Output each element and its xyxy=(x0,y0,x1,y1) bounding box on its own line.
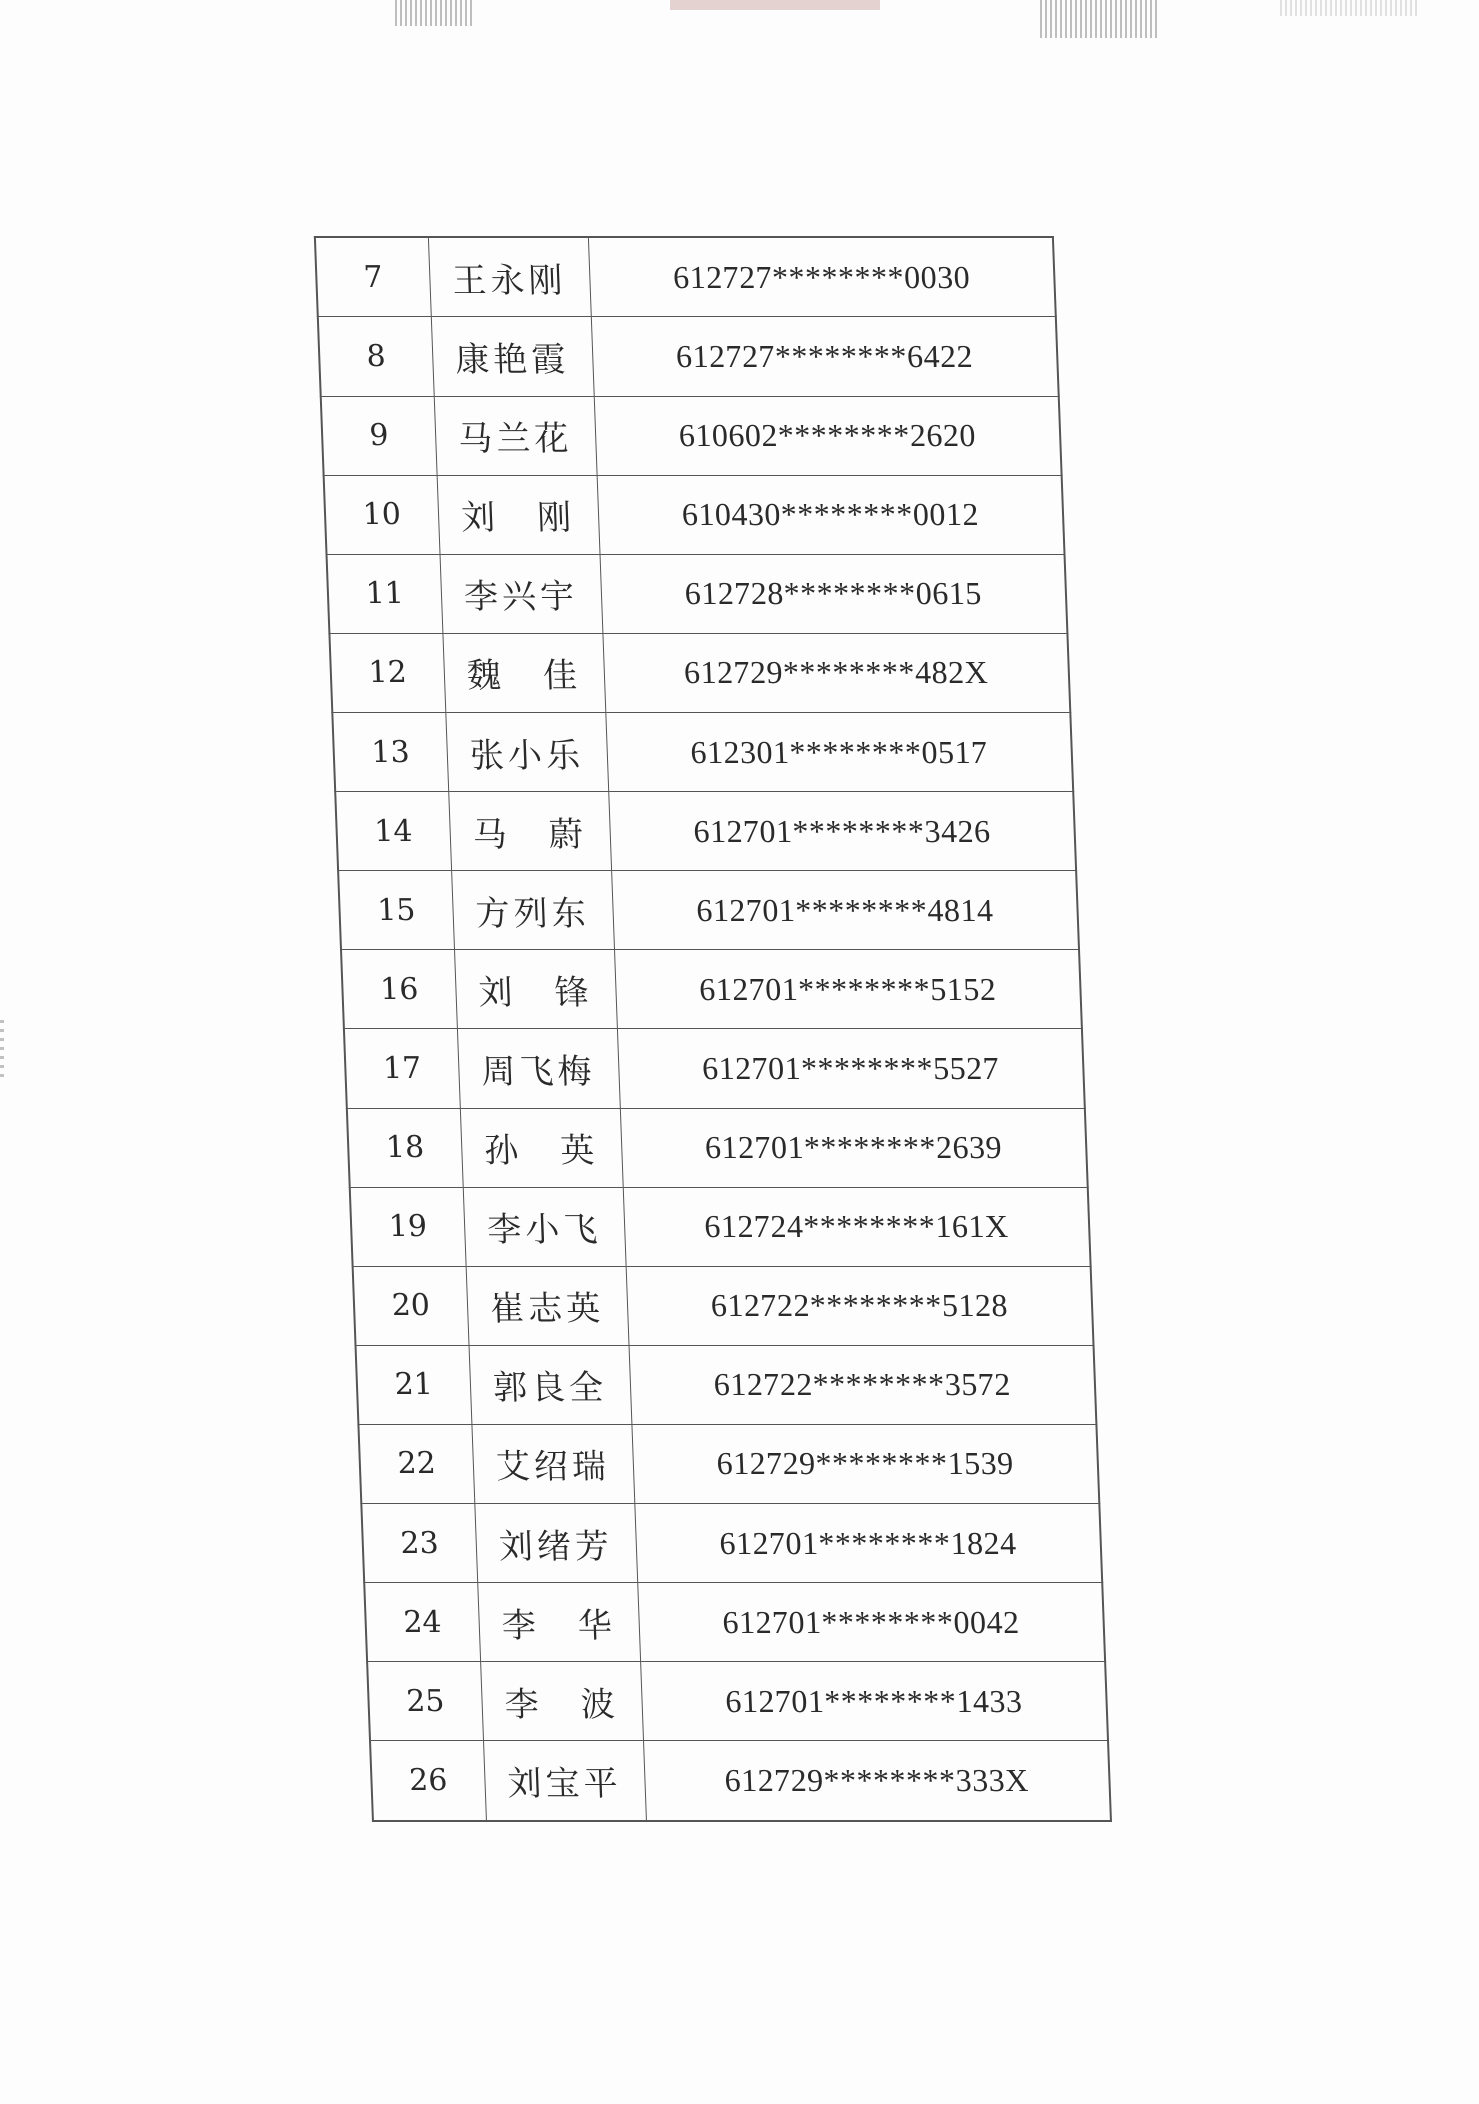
id-number-cell: 612701********1824 xyxy=(634,1504,1102,1583)
row-number-cell: 21 xyxy=(356,1345,472,1424)
id-number-cell: 612728********0615 xyxy=(600,554,1068,633)
table-row xyxy=(356,1345,1097,1424)
row-number-cell: 23 xyxy=(361,1504,477,1583)
scan-edge-artifact xyxy=(0,1020,4,1080)
person-name: 周飞梅 xyxy=(480,1051,597,1092)
scan-artifact xyxy=(1040,0,1160,38)
row-number-cell: 9 xyxy=(321,396,437,475)
person-name-cell xyxy=(480,1662,643,1741)
scan-artifact xyxy=(1280,0,1420,16)
id-number-cell: 610430********0012 xyxy=(597,475,1065,554)
person-name-cell xyxy=(434,396,597,475)
id-number-cell: 612724********161X xyxy=(623,1187,1091,1266)
person-name-cell xyxy=(463,1187,626,1266)
table-row xyxy=(353,1266,1094,1345)
scan-artifact xyxy=(395,0,475,26)
table-row xyxy=(350,1187,1091,1266)
person-name-cell xyxy=(477,1583,640,1662)
row-number-cell: 11 xyxy=(327,554,443,633)
person-name: 李 华 xyxy=(501,1605,617,1646)
person-name-cell xyxy=(474,1504,637,1583)
person-name: 崔志英 xyxy=(489,1289,605,1330)
person-name: 李兴宇 xyxy=(463,577,579,618)
person-name: 刘 刚 xyxy=(460,498,576,539)
roster-table-container xyxy=(314,236,1110,1822)
person-name: 张小乐 xyxy=(469,735,585,776)
row-number-cell: 25 xyxy=(367,1662,483,1741)
person-name: 李小飞 xyxy=(486,1210,603,1251)
table-row xyxy=(327,554,1068,633)
person-name-cell xyxy=(466,1266,629,1345)
row-number-cell: 7 xyxy=(315,237,431,317)
person-name: 刘绪芳 xyxy=(498,1526,614,1567)
id-number-cell: 612701********0042 xyxy=(637,1583,1105,1662)
person-name: 魏 佳 xyxy=(466,656,582,697)
table-row xyxy=(347,1108,1088,1187)
roster-table-body xyxy=(315,237,1111,1821)
person-name-cell xyxy=(428,237,591,317)
id-number-cell: 612701********5527 xyxy=(617,1029,1085,1108)
person-name: 孙 英 xyxy=(483,1131,600,1172)
id-number-cell: 612722********3572 xyxy=(629,1345,1097,1424)
person-name-cell xyxy=(454,950,617,1029)
person-name-cell xyxy=(471,1424,634,1503)
table-row xyxy=(364,1583,1105,1662)
row-number-cell: 20 xyxy=(353,1266,469,1345)
row-number-cell: 26 xyxy=(370,1741,486,1821)
person-name: 刘宝平 xyxy=(506,1764,623,1805)
table-row xyxy=(321,396,1062,475)
scan-artifact xyxy=(670,0,880,10)
person-name: 马 蔚 xyxy=(472,814,588,855)
table-row xyxy=(358,1424,1099,1503)
id-number-cell: 612729********482X xyxy=(602,633,1070,712)
person-name-cell xyxy=(448,792,611,871)
table-row xyxy=(361,1504,1102,1583)
person-name: 李 波 xyxy=(503,1684,620,1725)
person-name-cell xyxy=(469,1345,632,1424)
person-name: 郭良全 xyxy=(492,1368,608,1409)
person-name: 康艳霞 xyxy=(454,339,571,380)
table-row xyxy=(315,237,1056,317)
person-name: 刘 锋 xyxy=(477,972,594,1013)
id-number-cell: 612701********2639 xyxy=(620,1108,1088,1187)
row-number-cell: 13 xyxy=(332,712,448,791)
row-number-cell: 22 xyxy=(358,1424,474,1503)
table-row xyxy=(329,633,1070,712)
row-number-cell: 8 xyxy=(318,317,434,396)
id-number-cell: 612729********333X xyxy=(643,1741,1111,1821)
row-number-cell: 15 xyxy=(338,871,454,950)
id-number-cell: 612727********0030 xyxy=(588,237,1056,317)
row-number-cell: 14 xyxy=(335,792,451,871)
id-number-cell: 612701********3426 xyxy=(608,792,1076,871)
table-row xyxy=(318,317,1059,396)
id-number-cell: 612727********6422 xyxy=(591,317,1059,396)
person-name-cell xyxy=(457,1029,620,1108)
row-number-cell: 12 xyxy=(329,633,445,712)
id-number-cell: 612301********0517 xyxy=(605,712,1073,791)
person-name-cell xyxy=(437,475,600,554)
id-number-cell: 610602********2620 xyxy=(594,396,1062,475)
row-number-cell: 18 xyxy=(347,1108,463,1187)
person-name-cell xyxy=(442,633,605,712)
id-number-cell: 612701********4814 xyxy=(611,871,1079,950)
person-name-cell xyxy=(440,554,603,633)
person-name-cell xyxy=(431,317,594,396)
person-name: 艾绍瑞 xyxy=(495,1447,611,1488)
id-number-cell: 612729********1539 xyxy=(631,1424,1099,1503)
person-name-cell xyxy=(483,1741,646,1821)
person-name-cell xyxy=(460,1108,623,1187)
id-number-cell: 612722********5128 xyxy=(626,1266,1094,1345)
table-row xyxy=(332,712,1073,791)
table-row xyxy=(367,1662,1108,1741)
table-row xyxy=(370,1741,1111,1821)
row-number-cell: 16 xyxy=(341,950,457,1029)
person-name-cell xyxy=(445,712,608,791)
row-number-cell: 10 xyxy=(324,475,440,554)
person-name: 方列东 xyxy=(474,893,591,934)
table-row xyxy=(341,950,1082,1029)
table-row xyxy=(335,792,1076,871)
id-number-cell: 612701********5152 xyxy=(614,950,1082,1029)
roster-table xyxy=(314,236,1112,1822)
table-row xyxy=(344,1029,1085,1108)
person-name-cell xyxy=(451,871,614,950)
row-number-cell: 17 xyxy=(344,1029,460,1108)
row-number-cell: 19 xyxy=(350,1187,466,1266)
id-number-cell: 612701********1433 xyxy=(640,1662,1108,1741)
row-number-cell: 24 xyxy=(364,1583,480,1662)
table-row xyxy=(324,475,1065,554)
person-name: 王永刚 xyxy=(451,260,568,301)
table-row xyxy=(338,871,1079,950)
person-name: 马兰花 xyxy=(457,419,574,460)
